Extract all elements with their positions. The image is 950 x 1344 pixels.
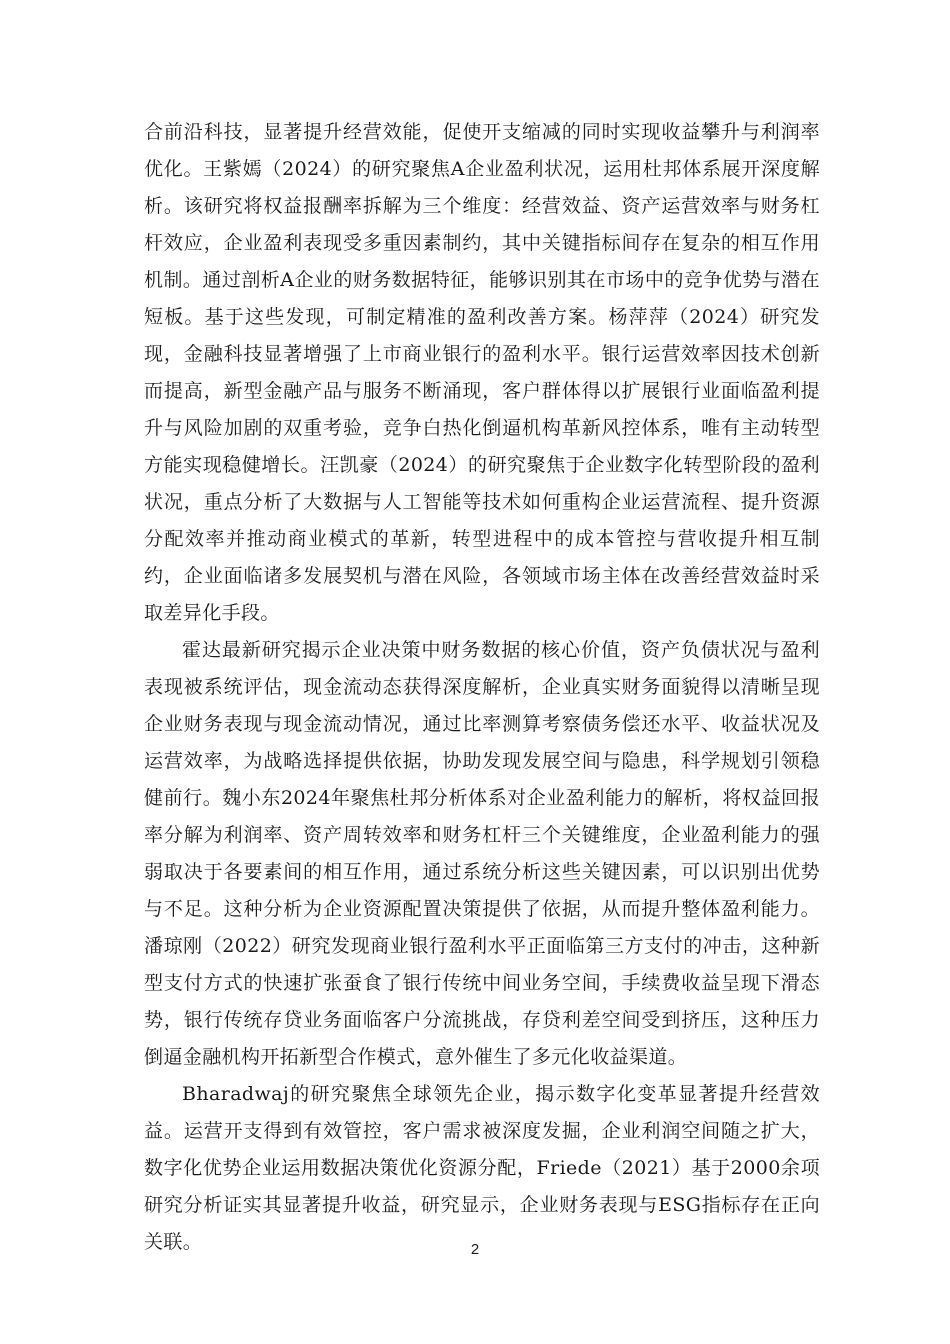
paragraph-bharadwaj: Bharadwaj的研究聚焦全球领先企业，揭示数字化变革显著提升经营效益。运营开支得到有效管控，客户需求被深度发掘，企业利润空间随之扩大，数字化优势企业运用数据决策优化资源分配，Friede（2021）基于2000余项研究分析证实其显著提升收益，研究显示，企业财务表现与ESG指标存在正向关联。 <box>144 1083 820 1253</box>
page-number: 2 <box>470 1241 480 1258</box>
paragraph-continued: 合前沿科技，显著提升经营效能，促使开支缩减的同时实现收益攀升与利润率优化。王紫嫣（2024）的研究聚焦A企业盈利状况，运用杜邦体系展开深度解析。该研究将权益报酬率拆解为三个维度：经营效益、资产运营效率与财务杠杆效应，企业盈利表现受多重因素制约，其中关键指标间存在复杂的相互作用机制。通过剖析A企业的财务数据特征，能够识别其在市场中的竞争优势与潜在短板。基于这些发现，可制定精准的盈利改善方案。杨萍萍（2024）研究发现，金融科技显著增强了上市商业银行的盈利水平。银行运营效率因技术创新而提高，新型金融产品与服务不断涌现，客户群体得以扩展银行业面临盈利提升与风险加剧的双重考验，竞争白热化倒逼机构革新风控体系，唯有主动转型方能实现稳健增长。汪凯豪（2024）的研究聚焦于企业数字化转型阶段的盈利状况，重点分析了大数据与人工智能等技术如何重构企业运营流程、提升资源分配效率并推动商业模式的革新，转型进程中的成本管控与营收提升相互制约，企业面临诸多发展契机与潜在风险，各领域市场主体在改善经营效益时采取差异化手段。 <box>144 121 820 624</box>
paragraph-huoda: 霍达最新研究揭示企业决策中财务数据的核心价值，资产负债状况与盈利表现被系统评估，现金流动态获得深度解析，企业真实财务面貌得以清晰呈现企业财务表现与现金流动情况，通过比率测算考察债务偿还水平、收益状况及运营效率，为战略选择提供依据，协助发现发展空间与隐患，科学规划引领稳健前行。魏小东2024年聚焦杜邦分析体系对企业盈利能力的解析，将权益回报率分解为利润率、资产周转效率和财务杠杆三个关键维度，企业盈利能力的强弱取决于各要素间的相互作用，通过系统分析这些关键因素，可以识别出优势与不足。这种分析为企业资源配置决策提供了依据，从而提升整体盈利能力。潘琼刚（2022）研究发现商业银行盈利水平正面临第三方支付的冲击，这种新型支付方式的快速扩张蚕食了银行传统中间业务空间，手续费收益呈现下滑态势，银行传统存贷业务面临客户分流挑战，存贷利差空间受到挤压，这种压力倒逼金融机构开拓新型合作模式，意外催生了多元化收益渠道。 <box>144 639 820 1068</box>
body-text <box>144 114 820 1261</box>
